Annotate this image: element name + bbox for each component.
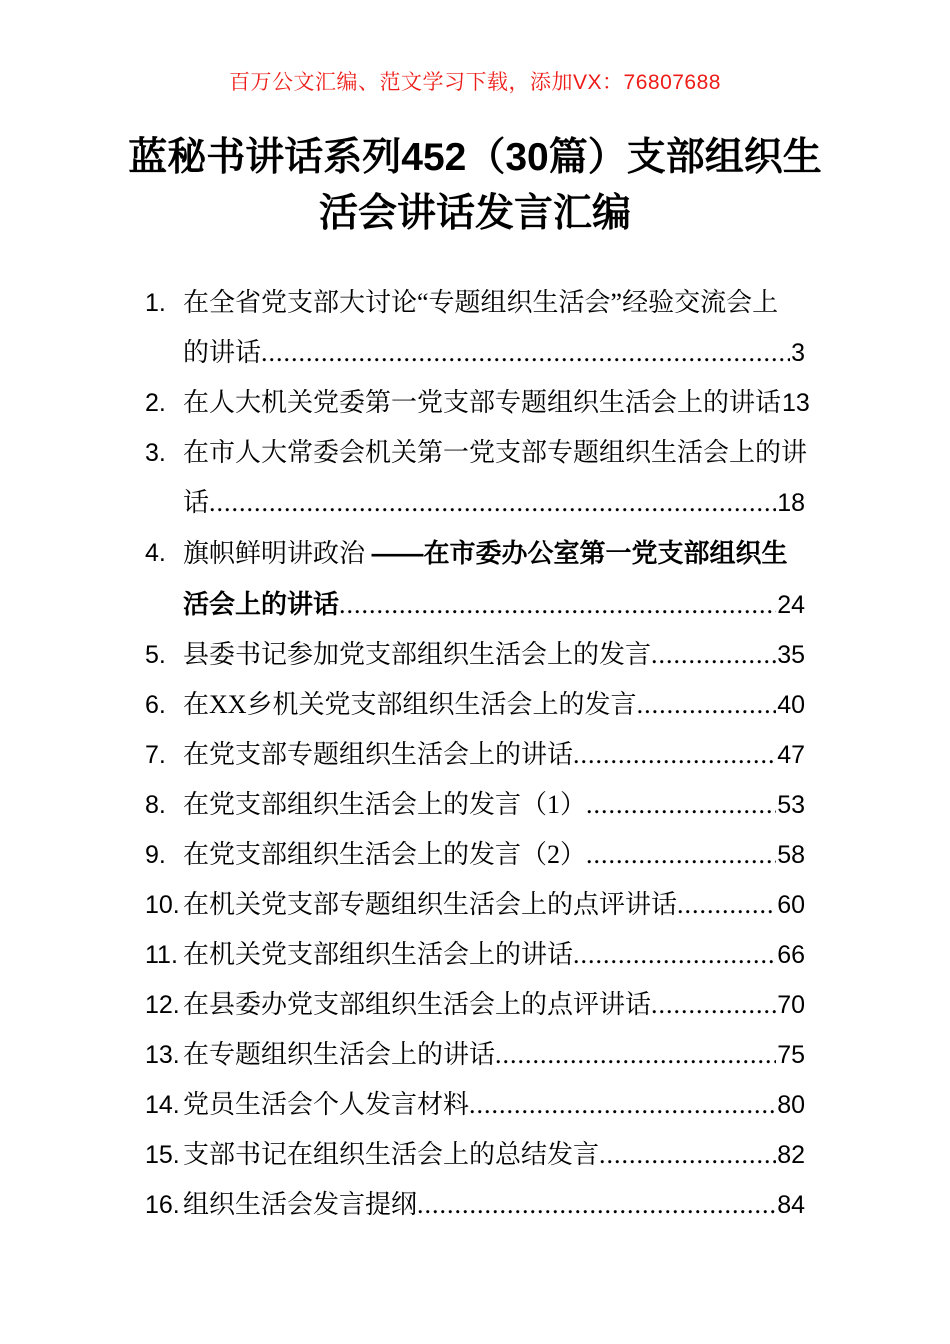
- dot-leader: [495, 1030, 776, 1080]
- toc-item-number: 16.: [145, 1191, 180, 1219]
- toc-page-number: 35: [777, 641, 805, 669]
- table-of-contents: [145, 278, 810, 1230]
- dot-leader: [339, 580, 776, 630]
- toc-line: [183, 378, 810, 428]
- toc-line: [183, 880, 805, 930]
- toc-item-body: [183, 930, 805, 980]
- toc-item: [145, 630, 805, 680]
- toc-page-number: 82: [777, 1141, 805, 1169]
- toc-text-segment: 支部书记在组织生活会上的总结发言: [183, 1140, 600, 1169]
- toc-text-segment: 的讲话: [183, 338, 262, 367]
- toc-page-number: 24: [777, 591, 805, 619]
- toc-text-segment: 在XX乡机关党支部组织生活会上的发言: [183, 690, 637, 719]
- toc-item-body: [183, 730, 805, 780]
- toc-text-segment: 组织生活会发言提纲: [183, 1190, 418, 1219]
- toc-page-number: 13: [782, 389, 810, 417]
- toc-text-segment: 在专题组织生活会上的讲话: [183, 1040, 496, 1069]
- toc-item: [145, 428, 808, 528]
- toc-text-segment: 在党支部专题组织生活会上的讲话: [183, 740, 574, 769]
- toc-item-body: [183, 1080, 805, 1130]
- toc-item-body: [183, 680, 805, 730]
- toc-page-number: 40: [777, 691, 805, 719]
- document-title-line-1: 蓝秘书讲话系列452（30篇）支部组织生: [128, 136, 822, 179]
- toc-line: [183, 278, 805, 328]
- toc-item-body: [183, 378, 810, 428]
- toc-text-segment: 在全省党支部大讨论“专题组织生活会”经验交流会上: [183, 288, 779, 317]
- toc-page-number: 75: [777, 1041, 805, 1069]
- toc-item-number: 1.: [145, 289, 166, 317]
- toc-item-body: [183, 428, 808, 528]
- dot-leader: [599, 1130, 776, 1180]
- toc-line: [183, 680, 805, 730]
- toc-item-number: 3.: [145, 439, 166, 467]
- toc-item-number: 9.: [145, 841, 166, 869]
- toc-text-segment: 在机关党支部专题组织生活会上的点评讲话: [183, 890, 678, 919]
- toc-page-number: 18: [777, 489, 805, 517]
- toc-item-number: 5.: [145, 641, 166, 669]
- toc-item-number: 12.: [145, 991, 180, 1019]
- toc-text-segment: 在市人大常委会机关第一党支部专题组织生活会上的讲: [183, 438, 808, 467]
- toc-item-number: 10.: [145, 891, 180, 919]
- header-notice: 百万公文汇编、范文学习下载，添加VX：76807688: [229, 71, 721, 94]
- toc-item-body: [183, 980, 805, 1030]
- toc-item: [145, 278, 805, 378]
- toc-item-body: [183, 278, 805, 378]
- toc-line: [183, 1030, 805, 1080]
- toc-page-number: 84: [777, 1191, 805, 1219]
- toc-line: [183, 1080, 805, 1130]
- toc-line: [183, 1180, 805, 1230]
- document-title: [0, 130, 950, 242]
- toc-item-number: 8.: [145, 791, 166, 819]
- toc-item: [145, 528, 805, 630]
- dot-leader: [677, 880, 776, 930]
- toc-page-number: 70: [777, 991, 805, 1019]
- toc-item-number: 6.: [145, 691, 166, 719]
- toc-item-body: [183, 830, 805, 880]
- toc-item-body: [183, 1180, 805, 1230]
- toc-line: [183, 478, 805, 528]
- dot-leader: [209, 478, 776, 528]
- toc-line: [183, 328, 805, 378]
- dot-leader: [573, 730, 776, 780]
- dot-leader: [573, 930, 776, 980]
- toc-page-number: 53: [777, 791, 805, 819]
- toc-item-body: [183, 1030, 805, 1080]
- toc-line: [183, 1130, 805, 1180]
- toc-page-number: 3: [791, 339, 805, 367]
- toc-item: [145, 980, 805, 1030]
- dot-leader: [586, 780, 776, 830]
- toc-line: [183, 579, 805, 630]
- dot-leader: [651, 980, 776, 1030]
- dot-leader: [637, 680, 777, 730]
- toc-text-segment: 在机关党支部组织生活会上的讲话: [183, 940, 574, 969]
- toc-item-number: 14.: [145, 1091, 180, 1119]
- toc-item-number: 4.: [145, 539, 166, 567]
- toc-item: [145, 680, 805, 730]
- toc-item: [145, 1180, 805, 1230]
- toc-line: [183, 980, 805, 1030]
- toc-item: [145, 1080, 805, 1130]
- toc-text-segment: 活会上的讲话: [183, 589, 340, 619]
- dot-leader: [651, 630, 776, 680]
- toc-item: [145, 730, 805, 780]
- toc-line: [183, 730, 805, 780]
- toc-text-segment: 在县委办党支部组织生活会上的点评讲话: [183, 990, 652, 1019]
- toc-item: [145, 378, 810, 428]
- toc-item: [145, 830, 805, 880]
- toc-item-body: [183, 780, 805, 830]
- toc-line: [183, 780, 805, 830]
- toc-item-number: 11.: [145, 941, 178, 969]
- toc-item-number: 13.: [145, 1041, 180, 1069]
- toc-text-segment: 党员生活会个人发言材料: [183, 1090, 470, 1119]
- toc-line: [183, 630, 805, 680]
- toc-line: [183, 930, 805, 980]
- toc-item: [145, 1030, 805, 1080]
- toc-item: [145, 1130, 805, 1180]
- document-title-line-2: 活会讲话发言汇编: [318, 192, 631, 235]
- toc-item-body: [183, 880, 805, 930]
- toc-item: [145, 880, 805, 930]
- toc-text-segment: 在人大机关党委第一党支部专题组织生活会上的讲话: [183, 388, 782, 417]
- toc-text-segment: ——在市委办公室第一党支部组织生: [371, 538, 788, 568]
- dot-leader: [417, 1180, 776, 1230]
- dot-leader: [261, 328, 790, 378]
- toc-page-number: 66: [777, 941, 805, 969]
- toc-page-number: 80: [777, 1091, 805, 1119]
- toc-text-segment: 在党支部组织生活会上的发言（2）: [183, 840, 587, 869]
- toc-item-body: [183, 1130, 805, 1180]
- toc-item-number: 2.: [145, 389, 166, 417]
- toc-item-number: 7.: [145, 741, 166, 769]
- dot-leader: [469, 1080, 776, 1130]
- toc-item-body: [183, 528, 805, 630]
- toc-line: [183, 830, 805, 880]
- toc-text-segment: 在党支部组织生活会上的发言（1）: [183, 790, 587, 819]
- toc-line: [183, 428, 808, 478]
- dot-leader: [586, 830, 776, 880]
- toc-page-number: 47: [777, 741, 805, 769]
- toc-text-segment: 旗帜鲜明讲政治: [183, 539, 372, 568]
- toc-item-number: 15.: [145, 1141, 180, 1169]
- toc-item: [145, 930, 805, 980]
- toc-page-number: 58: [777, 841, 805, 869]
- toc-item-body: [183, 630, 805, 680]
- toc-line: [183, 528, 805, 579]
- toc-page-number: 60: [777, 891, 805, 919]
- toc-item: [145, 780, 805, 830]
- toc-text-segment: 话: [183, 488, 210, 517]
- toc-text-segment: 县委书记参加党支部组织生活会上的发言: [183, 640, 652, 669]
